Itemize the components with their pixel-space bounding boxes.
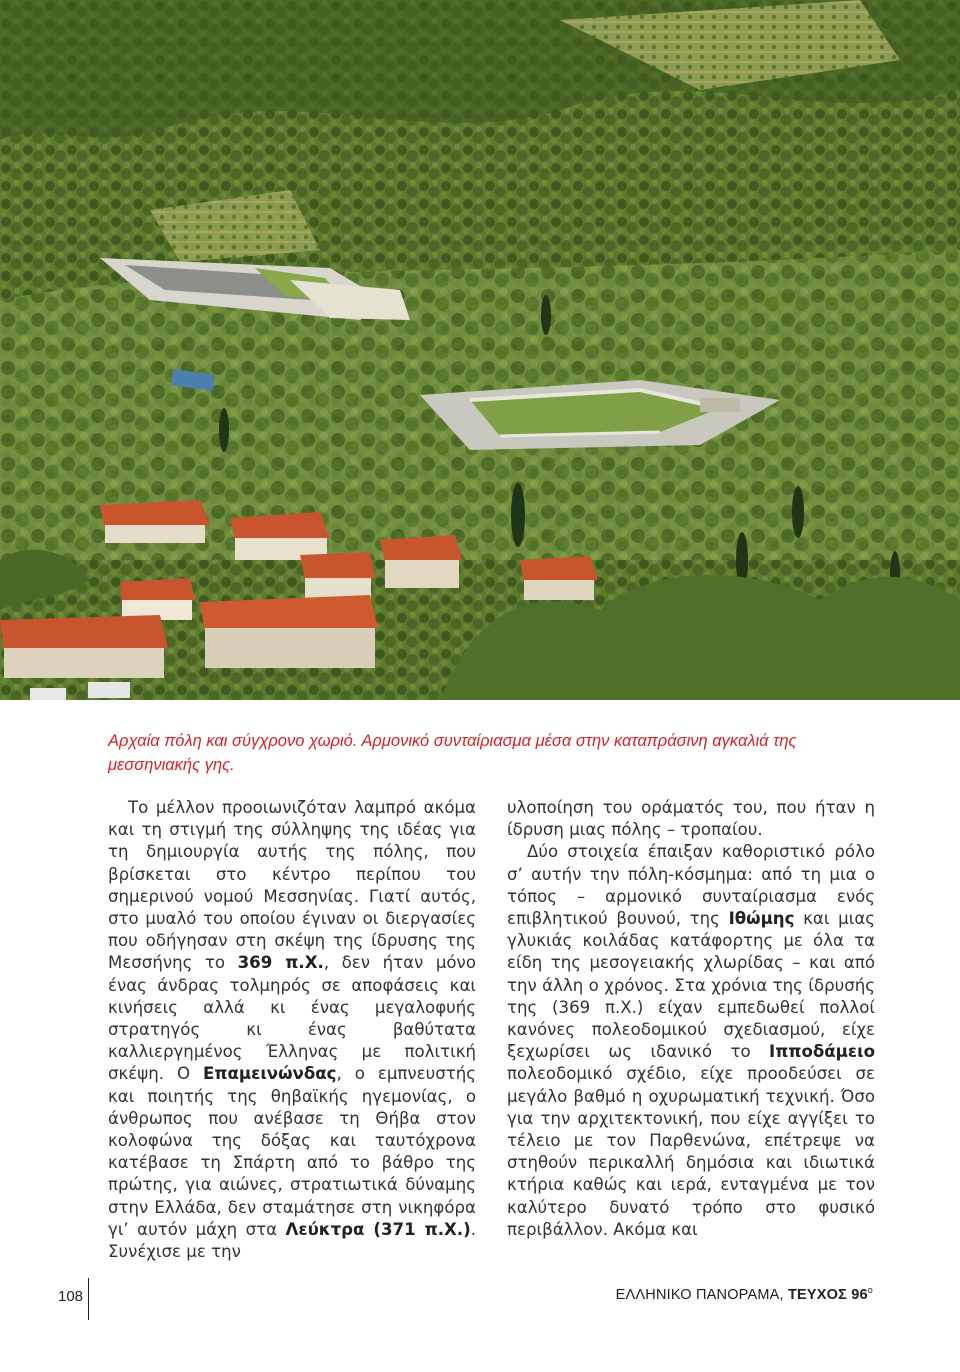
text-run: . Συνέχισε με την xyxy=(108,1219,476,1262)
issue-sup: ο xyxy=(867,1285,873,1295)
article-column-left xyxy=(108,797,476,1263)
date-bold: 369 π.Χ. xyxy=(237,953,324,973)
paragraph xyxy=(108,797,476,1263)
footer-divider xyxy=(88,1278,89,1320)
text-run: Το μέλλον προοιωνιζόταν λαμπρό ακόμα και τη στιγμή της σύλληψης της ιδέας για τη δημιουργία αυτής της πόλης, που βρίσκεται στο κέντρο περίπου του σημερινού νομού Μεσσηνίας. Γιατί αυτός, στο μυαλό του οποίου έγιναν οι διεργασίες που οδήγησαν στη σκέψη της ίδρυσης της Μεσσήνης το xyxy=(108,798,476,973)
name-bold: Επαμεινώνδας xyxy=(203,1064,337,1084)
paragraph xyxy=(507,841,875,1241)
battle-bold: Λεύκτρα (371 π.Χ.) xyxy=(285,1219,471,1239)
text-run: και μιας γλυκιάς κοιλάδας κατάφορτης με όλα τα είδη της μεσογειακής χλωρίδας – και από την άλλη ο χρόνος. Στα χρόνια της ίδρυσής της (369 π.Χ.) είχαν εμπεδωθεί πολλοί κανόνες πολεοδομικού σχεδιασμού, είχε ξεχωρίσει ως ιδανικό το xyxy=(507,909,876,1062)
journal-name: ΕΛΛΗΝΙΚΟ ΠΑΝΟΡΑΜΑ, xyxy=(615,1286,788,1303)
article-column-right xyxy=(507,797,875,1241)
paragraph: υλοποίηση του οράματός του, που ήταν η ίδρυση μιας πόλης – τροπαίου. xyxy=(507,798,875,840)
text-run: πολεοδομικό σχέδιο, είχε προοδεύσει σε μεγάλο βαθμό η οχυρωματική τεχνική. Όσο για την αρχιτεκτονική, που είχε αγγίξει το τέλειο με τον Παρθενώνα, επέτρεψε να στηθούν περικαλλή δημόσια και ιδιωτικά κτήρια καθώς και ιερά, ενταγμένα με τον καλύτερο δυνατό τρόπο στο φυσικό περιβάλλον. Ακόμα και xyxy=(507,1064,875,1239)
issue-label: ΤΕΥΧΟΣ 96 xyxy=(787,1286,868,1303)
text-run: , δεν ήταν μόνο ένας άνδρας τολμηρός σε αποφάσεις και κινήσεις αλλά κι ένας μεγαλοφυής στρατηγός κι ένας βαθύτατα καλλιεργημένος Έλληνας με πολιτική σκέψη. Ο xyxy=(108,953,476,1084)
journal-footer xyxy=(616,1285,873,1303)
text-run: , ο εμπνευστής και ποιητής της θηβαϊκής ηγεμονίας, ο άνθρωπος που ανέβασε τη Θήβα στον κολοφώνα της δόξας και ταυτόχρονα κατέβασε τη Σπάρτη από το βάθρο της πρώτης, για αιώνες, στρατιωτικά δύναμης στην Ελλάδα, δεν σταμάτησε στη νικηφόρα γι’ αυτόν μάχη στα xyxy=(108,1064,476,1239)
page-number: 108 xyxy=(58,1288,84,1305)
plan-bold: Ιπποδάμειο xyxy=(769,1042,875,1062)
photo-caption: Αρχαία πόλη και σύγχρονο χωριό. Αρμονικό συνταίριασμα μέσα στην καταπράσινη αγκαλιά της μεσσηνιακής γης. xyxy=(108,732,797,774)
mountain-bold: Ιθώμης xyxy=(728,909,795,929)
text-run: Δύο στοιχεία έπαιξαν καθοριστικό ρόλο σ’ αυτήν την πόλη-κόσμημα: από τη μια ο τόπος – αρμονικό συνταίριασμα ενός επιβλητικού βουνού, της xyxy=(507,842,875,929)
